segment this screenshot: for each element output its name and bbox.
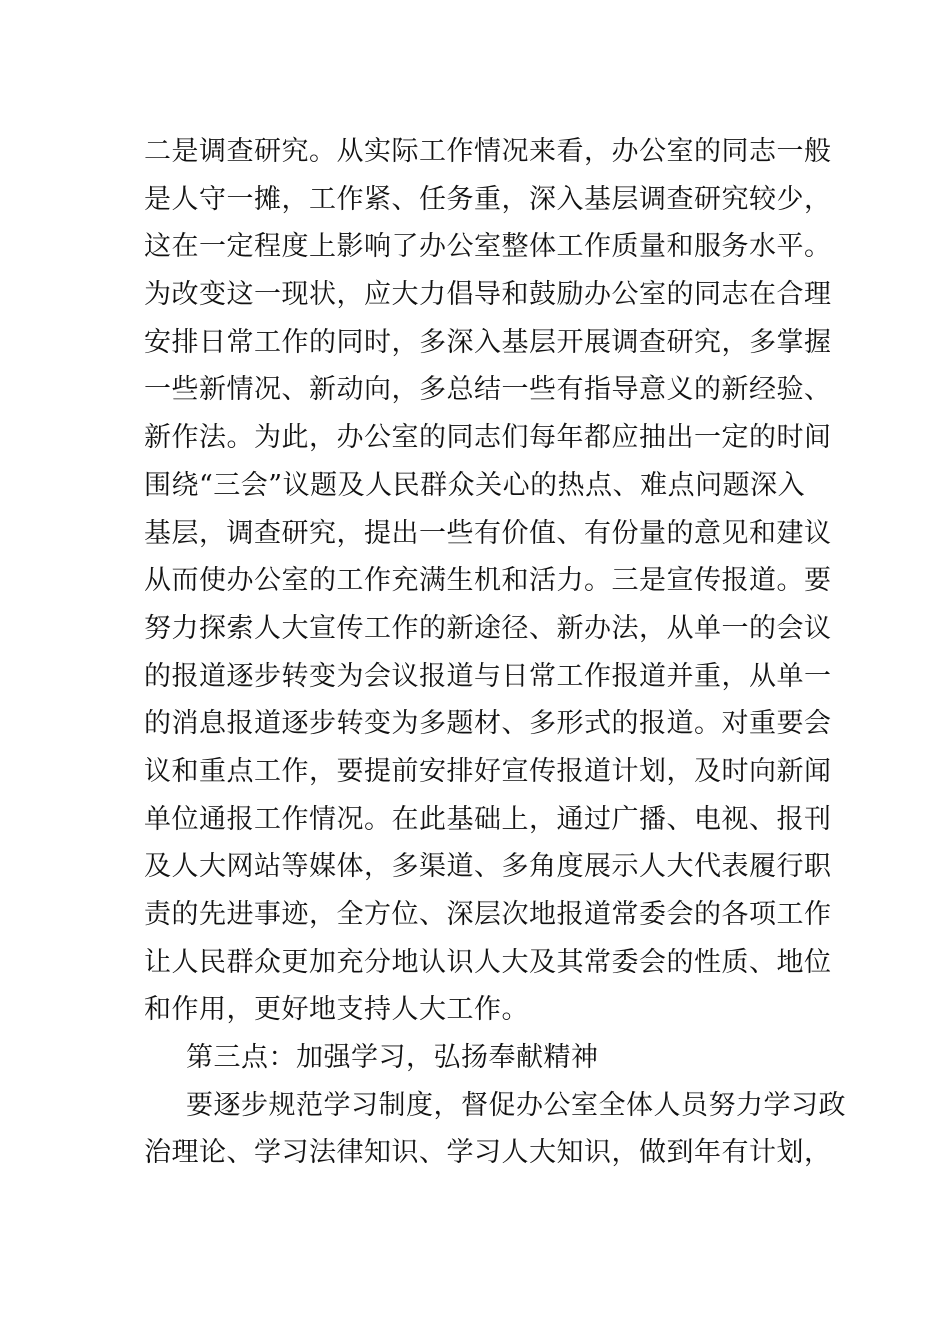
paragraph-line: 的消息报道逐步转变为多题材、多形式的报道。对重要会 <box>144 708 832 740</box>
paragraph-line: 和作用，更好地支持人大工作。 <box>144 994 529 1026</box>
paragraph-line: 新作法。为此，办公室的同志们每年都应抽出一定的时间 <box>144 422 832 454</box>
paragraph-line: 安排日常工作的同时，多深入基层开展调查研究，多掌握 <box>144 326 832 358</box>
paragraph-line: 为改变这一现状，应大力倡导和鼓励办公室的同志在合理 <box>144 279 832 311</box>
paragraph-line: 单位通报工作情况。在此基础上，通过广播、电视、报刊 <box>144 803 832 835</box>
section-heading: 第三点：加强学习，弘扬奉献精神 <box>186 1042 599 1074</box>
paragraph-line: 责的先进事迹，全方位、深层次地报道常委会的各项工作 <box>144 899 832 930</box>
paragraph-line: 让人民群众更加充分地认识人大及其常委会的性质、地位 <box>144 946 832 978</box>
paragraph-line: 要逐步规范学习制度，督促办公室全体人员努力学习政 <box>186 1089 846 1121</box>
paragraph-line: 治理论、学习法律知识、学习人大知识，做到年有计划， <box>144 1137 832 1169</box>
document-body <box>144 128 844 1177</box>
paragraph-line: 的报道逐步转变为会议报道与日常工作报道并重，从单一 <box>144 660 832 692</box>
paragraph-line: 努力探索人大宣传工作的新途径、新办法，从单一的会议 <box>144 612 832 644</box>
paragraph-line: 一些新情况、新动向，多总结一些有指导意义的新经验、 <box>144 374 832 406</box>
paragraph-line: 从而使办公室的工作充满生机和活力。三是宣传报道。要 <box>144 565 832 597</box>
paragraph-line: 二是调查研究。从实际工作情况来看，办公室的同志一般 <box>144 136 832 167</box>
paragraph-line: 议和重点工作，要提前安排好宣传报道计划，及时向新闻 <box>144 755 832 787</box>
paragraph-line: 是人守一摊，工作紧、任务重，深入基层调查研究较少， <box>144 183 832 215</box>
paragraph-line: 基层，调查研究，提出一些有价值、有份量的意见和建议 <box>144 517 832 549</box>
paragraph-line: 围绕“三会”议题及人民群众关心的热点、难点问题深入 <box>144 469 806 501</box>
paragraph-line: 及人大网站等媒体，多渠道、多角度展示人大代表履行职 <box>144 851 832 883</box>
paragraph-line: 这在一定程度上影响了办公室整体工作质量和服务水平。 <box>144 231 832 263</box>
